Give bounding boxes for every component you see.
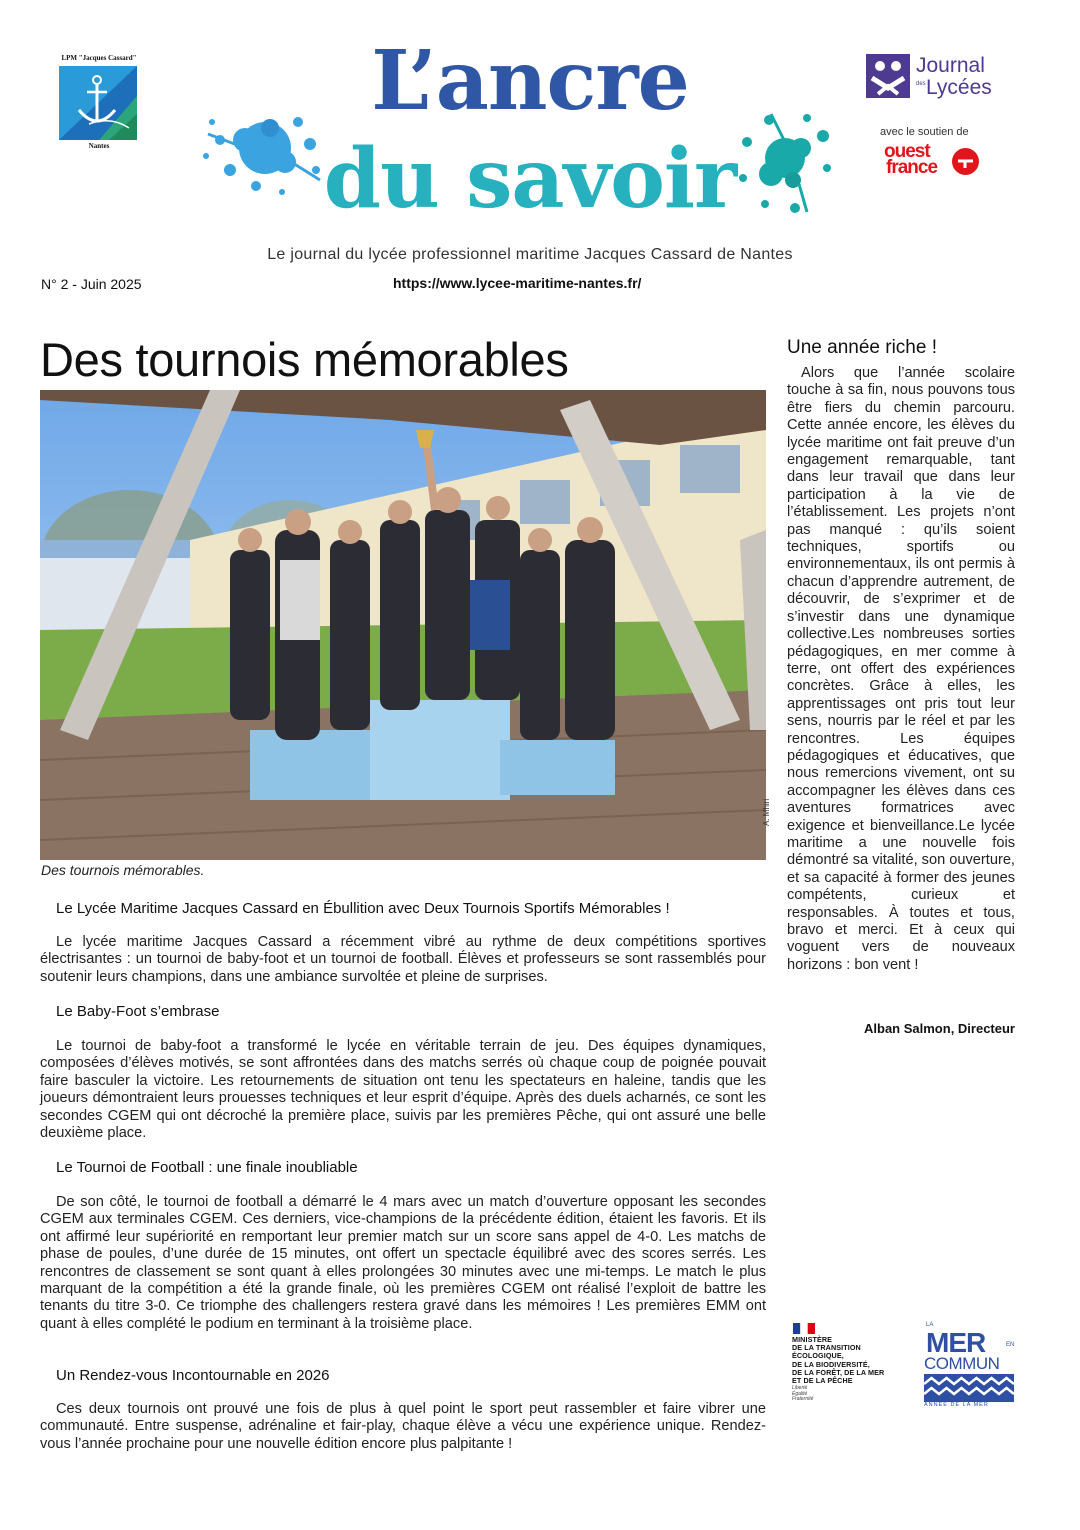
anchor-emblem-icon <box>59 66 137 140</box>
journal-logo-small: des <box>916 81 926 87</box>
article-title: Des tournois mémorables <box>40 333 569 386</box>
school-logo <box>57 54 141 154</box>
section-heading-2026: Un Rendez-vous Incontournable en 2026 <box>56 1367 330 1384</box>
ouest-france-circle-icon <box>952 148 979 175</box>
journal-logo-word1: Journal <box>916 54 985 77</box>
editorial-body: Alors que l’année scolaire touche à sa fin, nous pouvons tous être fiers du chemin parcouru. Cette année encore, les élèves du lycée maritime ont fait preuve d’un engagement remarquable, tant dans leur travail que dans leur participation à la vie de l’établissement. Les projets n’ont pas manqué : qu’ils soient techniques, sportifs ou environnementaux, ils ont permis à chacun d’apprendre autrement, de découvrir, de s’exprimer et de s’investir dans une dynamique collective.Les nombreuses sorties pédagogiques, en mer comme à terre, ont offert des expériences concrètes. Grâce à elles, les apprentissages ont pris tout leur sens, nourris par le réel et par les rencontres. Les équipes pédagogiques et éducatives, que nous remercions vivement, ont su accompagner les élèves dans ces aventures formatrices avec exigence et bienveillance.Le lycée maritime a une nouvelle fois démontré sa vitalité, son ouverture, et sa capacité à former des jeunes compétents, curieux et responsables. À toutes et tous, bravo et merci. Et à ceux qui voguent vers de nouveaux horizons : bon vent ! <box>787 365 1015 973</box>
intro-heading: Le Lycée Maritime Jacques Cassard en Ébullition avec Deux Tournois Sportifs Mémorables ! <box>56 900 670 917</box>
photo-credit: A. Mhiri <box>762 798 771 826</box>
ouest-france-word1: ouest <box>884 141 930 162</box>
support-text: avec le soutien de <box>880 126 969 138</box>
mer-logo-mer: MER <box>926 1327 986 1358</box>
la-mer-en-commun-logo <box>922 1322 1018 1412</box>
section-heading-babyfoot: Le Baby-Foot s’embrase <box>56 1003 220 1020</box>
editorial-signature: Alban Salmon, Directeur <box>864 1021 1015 1036</box>
mer-logo-la: LA <box>926 1322 934 1328</box>
ministry-logo <box>790 1320 908 1412</box>
editorial-title: Une année riche ! <box>787 337 937 358</box>
section-paragraph-2026: Ces deux tournois ont prouvé une fois de plus à quel point le sport peut rassembler et faire vibrer une communauté. Entre suspense, adrénaline et fair-play, chaque élève a vécu une expérience unique. Rendez-vous l’année prochaine pour une nouvelle édition encore plus palpitante ! <box>40 1401 766 1452</box>
tournament-podium-photo <box>40 390 766 860</box>
journal-logo-word2: Lycées <box>926 76 992 99</box>
section-paragraph-football: De son côté, le tournoi de football a démarré le 4 mars avec un match d’ouverture opposant les secondes CGEM aux terminales CGEM. Ces derniers, vice-champions de la précédente édition, étaient les favoris. Et ils ont affirmé leur supériorité en remportant leur premier match sur un score sans appel de 4-0. Les matchs de phase de poules, d’une durée de 15 minutes, ont offert un spectacle équilibré avec des scores serrés. Les rencontres de classement se sont quant à elles prolongées 30 minutes avec une mi-temps. Le match le plus marquant de la compétition a été la grande finale, où les premières CGEM ont réalisé l’exploit de battre les tenants du titre 3-0. Ce triomphe des challengers restera gravé dans les mémoires ! Les premières EMM ont quant à elles complété le podium en terminant à la troisième place. <box>40 1194 766 1332</box>
intro-paragraph: Le lycée maritime Jacques Cassard a récemment vibré au rythme de deux compétitions sportives électrisantes : un tournoi de baby-foot et un tournoi de football. Élèves et professeurs se sont rassemblés pour soutenir leurs champions, dans une ambiance survoltée et pleine de surprises. <box>40 934 766 985</box>
masthead-title-line1: L’ancre <box>371 33 689 129</box>
issue-number: N° 2 - Juin 2025 <box>41 276 142 292</box>
photo-caption: Des tournois mémorables. <box>41 862 205 878</box>
ouest-france-logo <box>884 141 984 180</box>
journal-des-lycees-logo <box>866 54 1006 104</box>
ouest-france-word2: france <box>886 157 938 178</box>
mer-logo-annee: ANNÉE DE LA MER <box>924 1402 989 1408</box>
french-flag-icon <box>793 1323 815 1334</box>
journal-des-lycees-mark-icon <box>866 54 910 98</box>
school-logo-label: LPM "Jacques Cassard" <box>61 54 137 62</box>
waves-icon <box>924 1374 1014 1402</box>
mer-logo-en: EN <box>1006 1342 1015 1348</box>
school-logo-city: Nantes <box>88 142 110 150</box>
newspaper-tagline: Le journal du lycée professionnel maritime Jacques Cassard de Nantes <box>267 246 793 263</box>
section-paragraph-babyfoot: Le tournoi de baby-foot a transformé le lycée en véritable terrain de jeu. Des équipes dynamiques, composées d’élèves motivés, se sont affrontées dans des matchs serrés où chaque coup de poignée pouvait faire basculer la victoire. Les retournements de situation ont tenu les spectateurs en haleine, tandis que les joueurs démontraient leurs prouesses techniques et leur esprit d’équipe. Après des duels acharnés, ce sont les secondes CGEM qui ont décroché la première place, suivis par les premières Pêche, qui ont assuré une belle deuxième place. <box>40 1038 766 1142</box>
website-link[interactable]: https://www.lycee-maritime-nantes.fr/ <box>393 275 642 291</box>
ministry-motto: Liberté Égalité Fraternité <box>792 1385 814 1402</box>
mer-logo-commun: COMMUN <box>924 1354 1000 1373</box>
section-heading-football: Le Tournoi de Football : une finale inoubliable <box>56 1159 358 1176</box>
masthead-title-line2: du savoir <box>323 131 737 227</box>
ministry-name: MINISTÈRE DE LA TRANSITION ÉCOLOGIQUE, DE LA BIODIVERSITÉ, DE LA FORÊT, DE LA MER ET DE LA PÊCHE <box>792 1335 885 1386</box>
